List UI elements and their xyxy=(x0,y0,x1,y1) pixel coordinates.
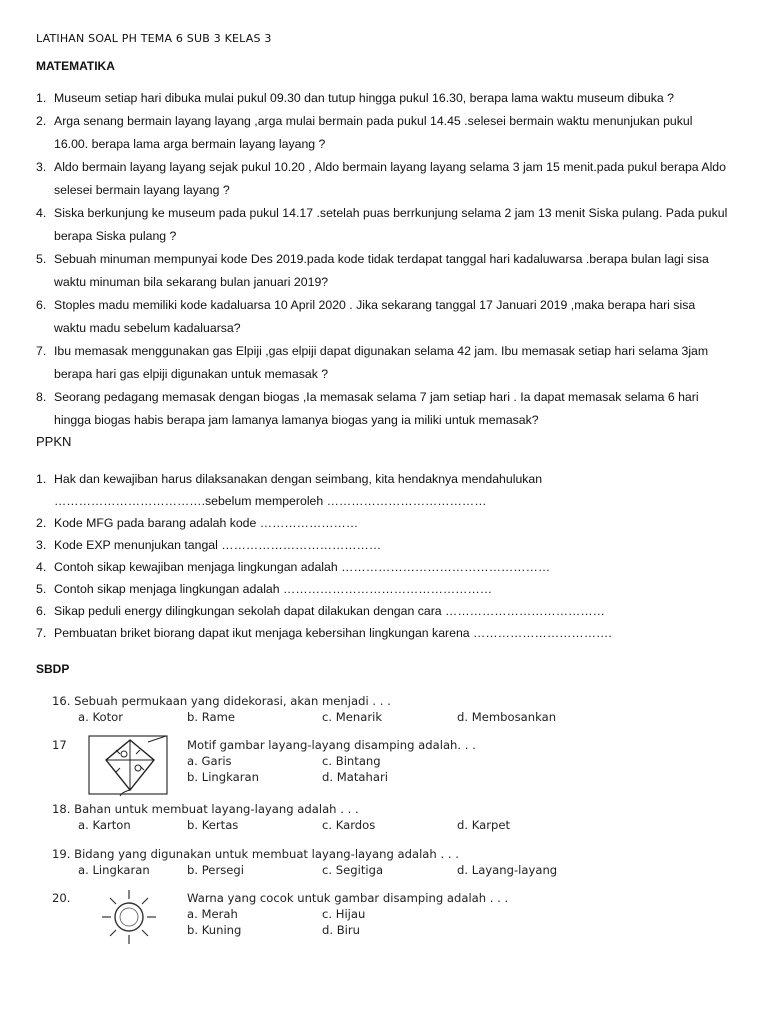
ppkn-question-list xyxy=(36,468,746,644)
question-19: 19. Bidang yang digunakan untuk membuat layang-layang adalah . . . xyxy=(52,847,459,861)
q20-option-c: c. Hijau xyxy=(322,907,366,921)
q20-option-d: d. Biru xyxy=(322,923,361,937)
question-text-line: Museum setiap hari dibuka mulai pukul 09.30 dan tutup hingga pukul 16.30, berapa lama waktu museum dibuka ? xyxy=(54,91,675,105)
q16-option-b: b. Rame xyxy=(187,710,236,724)
q19-option-b: b. Persegi xyxy=(187,863,244,877)
q19-option-d: d. Layang-layang xyxy=(457,863,558,877)
question-text-line: waktu madu sebelum kadaluarsa? xyxy=(54,321,241,335)
q16-option-a: a. Kotor xyxy=(78,710,123,724)
question-18: 18. Bahan untuk membuat layang-layang adalah . . . xyxy=(52,802,359,816)
question-text-line: Siska berkunjung ke museum pada pukul 14.17 .setelah puas berrkunjung selama 2 jam 13 menit Siska pulang. Pada pukul xyxy=(54,206,728,220)
question-text-line: Aldo bermain layang layang sejak pukul 10.20 , Aldo bermain layang layang selama 3 jam 15 menit.pada pukul berapa Aldo xyxy=(54,160,726,174)
q17-option-b: b. Lingkaran xyxy=(187,770,259,784)
question-text-line: Seorang pedagang memasak dengan biogas ,Ia memasak selama 7 jam setiap hari . Ia dapat memasak selama 6 hari xyxy=(54,390,699,404)
question-number: 1. xyxy=(36,472,47,486)
document-title: LATIHAN SOAL PH TEMA 6 SUB 3 KELAS 3 xyxy=(36,32,272,45)
question-16: 16. Sebuah permukaan yang didekorasi, akan menjadi . . . xyxy=(52,694,391,708)
question-number: 6. xyxy=(36,298,47,312)
question-text-line: Arga senang bermain layang layang ,arga mulai bermain pada pukul 14.45 .selesei bermain waktu menunjukan pukul xyxy=(54,114,693,128)
question-text-line: Hak dan kewajiban harus dilaksanakan dengan seimbang, kita hendaknya mendahulukan xyxy=(54,472,543,486)
question-text-line: 16.00. berapa lama arga bermain layang layang ? xyxy=(54,137,326,151)
question-number: 2. xyxy=(36,516,47,530)
question-text-line: hingga biogas habis berapa jam lamanya lamanya biogas yang ia miliki untuk memasak? xyxy=(54,413,539,427)
matematika-heading: MATEMATIKA xyxy=(36,59,115,73)
question-text-line: Contoh sikap kewajiban menjaga lingkungan adalah …………………………………………… xyxy=(54,560,551,574)
question-text-line: Sebuah minuman mempunyai kode Des 2019.pada kode tidak terdapat tanggal hari kadaluwarsa .berapa bulan lagi sisa xyxy=(54,252,709,266)
list-item xyxy=(36,600,746,622)
sbdp-heading: SBDP xyxy=(36,662,70,676)
question-text-line: Kode EXP menunjukan tangal ………………………………… xyxy=(54,538,382,552)
question-number: 5. xyxy=(36,582,47,596)
question-text-line: Sikap peduli energy dilingkungan sekolah dapat dilakukan dengan cara ………………………………… xyxy=(54,604,605,618)
question-number: 6. xyxy=(36,604,47,618)
question-text-line: waktu minuman bila sekarang bulan januari 2019? xyxy=(54,275,329,289)
list-item xyxy=(36,340,746,386)
question-text-line: Ibu memasak menggunakan gas Elpiji ,gas elpiji dapat digunakan selama 42 jam. Ibu memasak setiap hari selama 3jam xyxy=(54,344,709,358)
question-number: 4. xyxy=(36,560,47,574)
question-text-line: berapa hari gas elpiji digunakan untuk memasak ? xyxy=(54,367,329,381)
question-number: 7. xyxy=(36,626,47,640)
q19-option-c: c. Segitiga xyxy=(322,863,384,877)
q19-option-a: a. Lingkaran xyxy=(78,863,150,877)
q18-option-a: a. Karton xyxy=(78,818,131,832)
question-text-line: Stoples madu memiliki kode kadaluarsa 10 April 2020 . Jika sekarang tanggal 17 Januari 2019 ,maka berapa hari sisa xyxy=(54,298,696,312)
question-text-line: Kode MFG pada barang adalah kode …………………… xyxy=(54,516,359,530)
matematika-question-list xyxy=(36,87,746,432)
question-number: 7. xyxy=(36,344,47,358)
question-text-line: berapa Siska pulang ? xyxy=(54,229,177,243)
list-item xyxy=(36,556,746,578)
question-number: 4. xyxy=(36,206,47,220)
question-number: 1. xyxy=(36,91,47,105)
sun-picture-icon xyxy=(98,888,160,946)
kite-picture-icon xyxy=(86,732,172,798)
question-number: 5. xyxy=(36,252,47,266)
ppkn-heading: PPKN xyxy=(36,434,72,449)
list-item xyxy=(36,202,746,248)
list-item xyxy=(36,110,746,156)
question-text-line: selesei bermain layang layang ? xyxy=(54,183,230,197)
list-item xyxy=(36,156,746,202)
q16-option-c: c. Menarik xyxy=(322,710,383,724)
question-20-number: 20. xyxy=(52,891,71,905)
q17-option-c: c. Bintang xyxy=(322,754,381,768)
list-item xyxy=(36,294,746,340)
question-number: 2. xyxy=(36,114,47,128)
q18-option-b: b. Kertas xyxy=(187,818,239,832)
list-item xyxy=(36,386,746,432)
question-17-number: 17 xyxy=(52,738,67,752)
question-20: Warna yang cocok untuk gambar disamping adalah . . . xyxy=(187,891,509,905)
question-17: Motif gambar layang-layang disamping adalah. . . xyxy=(187,738,476,752)
list-item xyxy=(36,468,746,512)
question-number: 3. xyxy=(36,538,47,552)
list-item xyxy=(36,248,746,294)
question-text-line: Pembuatan briket biorang dapat ikut menjaga kebersihan lingkungan karena ……………………………. xyxy=(54,626,612,640)
list-item xyxy=(36,622,746,644)
q16-option-d: d. Membosankan xyxy=(457,710,557,724)
question-number: 3. xyxy=(36,160,47,174)
q20-option-b: b. Kuning xyxy=(187,923,242,937)
q17-option-d: d. Matahari xyxy=(322,770,388,784)
q18-option-d: d. Karpet xyxy=(457,818,511,832)
q17-option-a: a. Garis xyxy=(187,754,232,768)
question-number: 8. xyxy=(36,390,47,404)
question-text-line: ……………………………….sebelum memperoleh ………………………………… xyxy=(54,494,487,508)
q20-option-a: a. Merah xyxy=(187,907,238,921)
list-item xyxy=(36,87,746,110)
list-item xyxy=(36,512,746,534)
q18-option-c: c. Kardos xyxy=(322,818,376,832)
list-item xyxy=(36,534,746,556)
question-text-line: Contoh sikap menjaga lingkungan adalah …………………………………………… xyxy=(54,582,493,596)
list-item xyxy=(36,578,746,600)
